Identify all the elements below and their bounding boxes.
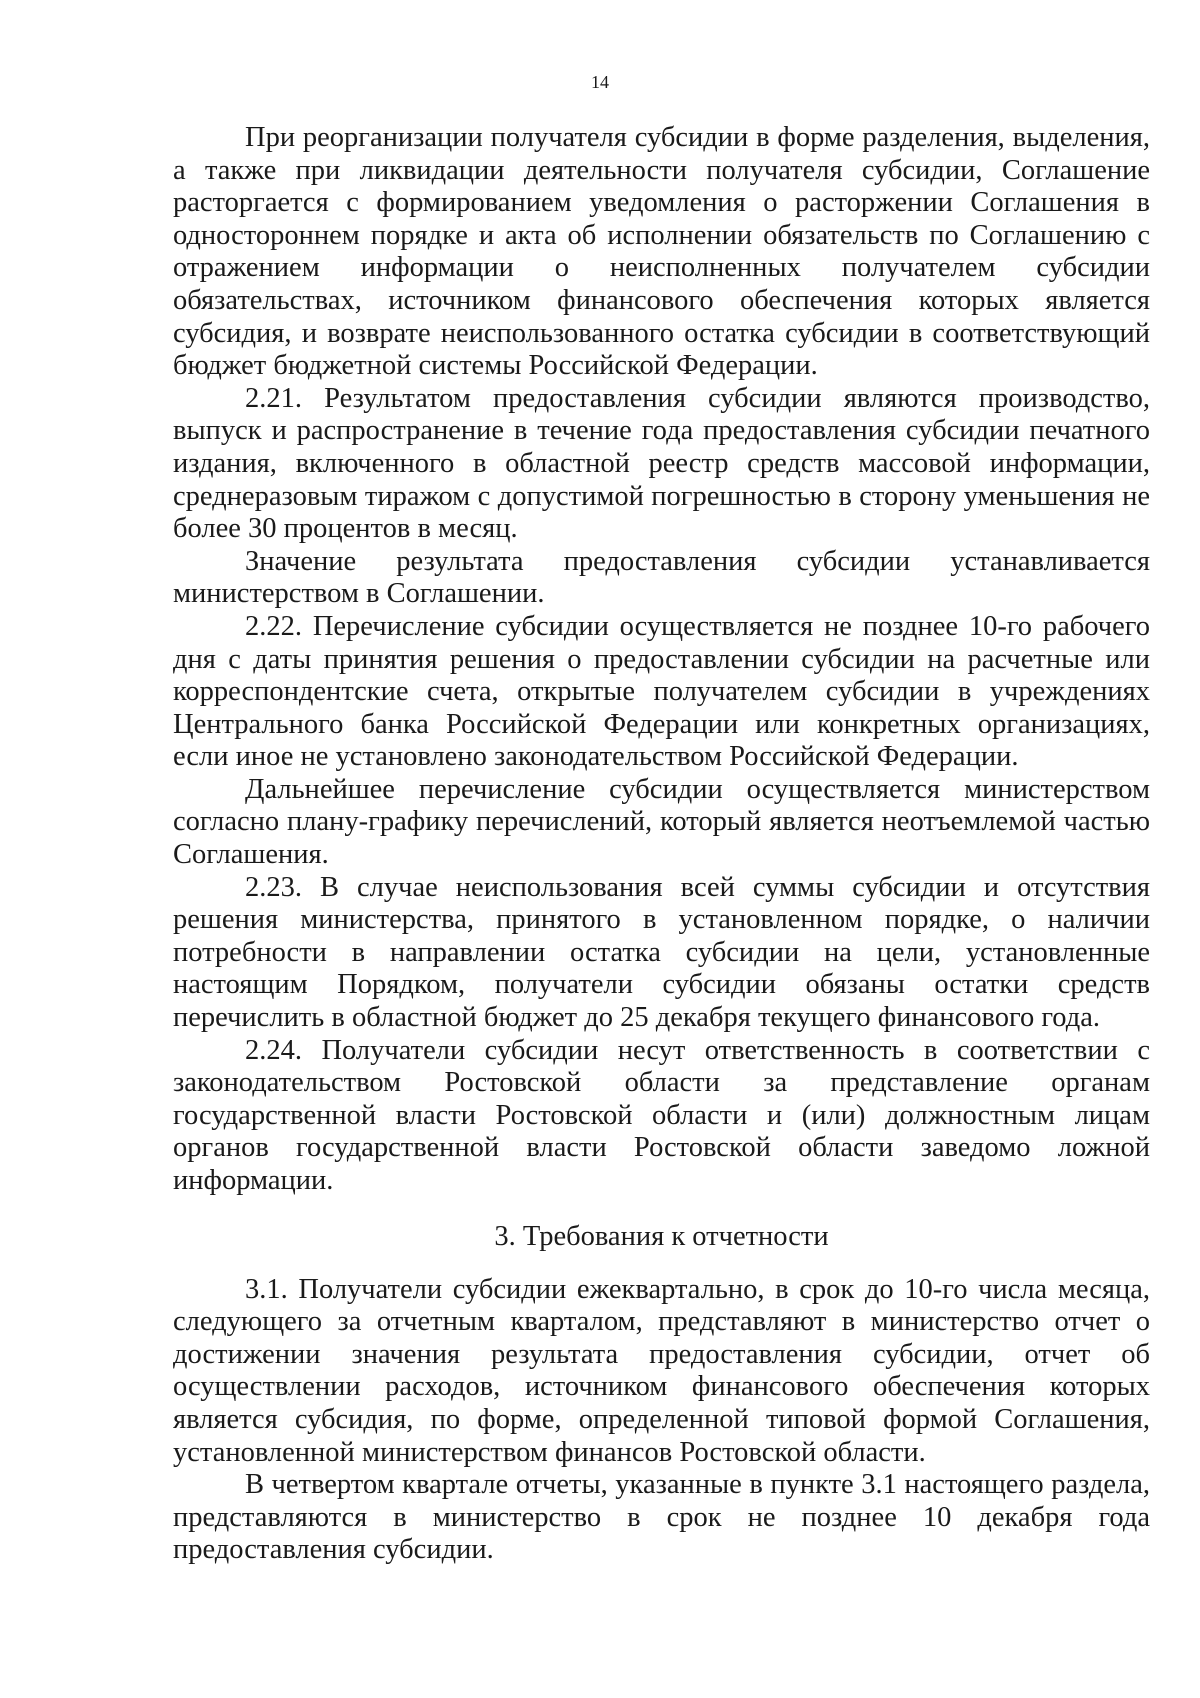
paragraph-2-24: 2.24. Получатели субсидии несут ответственность в соответствии с законодательством Ростовской области за представление органам государственной власти Ростовской области и (или) должностным лицам органов государственной власти Ростовской области заведомо ложной информации. xyxy=(173,1034,1150,1196)
paragraph-fourth-quarter: В четвертом квартале отчеты, указанные в пункте 3.1 настоящего раздела, представляются в министерство в срок не позднее 10 декабря года предоставления субсидии. xyxy=(173,1469,1150,1566)
paragraph-3-1: 3.1. Получатели субсидии ежеквартально, в срок до 10-го числа месяца, следующего за отчетным кварталом, представляют в министерство отчет о достижении значения результата предоставления субсидии, отчет об осуществлении расходов, источником финансового обеспечения которых является субсидия, по форме, определенной типовой формой Соглашения, установленной министерством финансов Ростовской области. xyxy=(173,1273,1150,1468)
paragraph-further-transfer: Дальнейшее перечисление субсидии осуществляется министерством согласно плану-графику перечислений, который является неотъемлемой частью Соглашения. xyxy=(173,773,1150,871)
page-number: 14 xyxy=(591,72,609,92)
section-heading: 3. Требования к отчетности xyxy=(494,1220,829,1252)
paragraph-2-23: 2.23. В случае неиспользования всей суммы субсидии и отсутствия решения министерства, принятого в установленном порядке, о наличии потребности в направлении остатка субсидии на цели, установленные настоящим Порядком, получатели субсидии обязаны остатки средств перечислить в областной бюджет до 25 декабря текущего финансового года. xyxy=(173,871,1150,1034)
paragraph-result-value: Значение результата предоставления субсидии устанавливается министерством в Соглашении. xyxy=(173,545,1150,610)
paragraph-2-21: 2.21. Результатом предоставления субсидии являются производство, выпуск и распространение в течение года предоставления субсидии печатного издания, включенного в областной реестр средств массовой информации, среднеразовым тиражом с допустимой погрешностью в сторону уменьшения не более 30 процентов в месяц. xyxy=(173,382,1150,545)
document-body xyxy=(173,122,1150,1567)
paragraph-reorganization: При реорганизации получателя субсидии в форме разделения, выделения, а также при ликвидации деятельности получателя субсидии, Соглашение расторгается с формированием уведомления о расторжении Соглашения в одностороннем порядке и акта об исполнении обязательств по Соглашению с отражением информации о неисполненных получателем субсидии обязательствах, источником финансового обеспечения которых является субсидия, и возврате неиспользованного остатка субсидии в соответствующий бюджет бюджетной системы Российской Федерации. xyxy=(173,122,1150,382)
paragraph-2-22: 2.22. Перечисление субсидии осуществляется не позднее 10-го рабочего дня с даты принятия решения о предоставлении субсидии на расчетные или корреспондентские счета, открытые получателем субсидии в учреждениях Центрального банка Российской Федерации или конкретных организациях, если иное не установлено законодательством Российской Федерации. xyxy=(173,610,1150,773)
